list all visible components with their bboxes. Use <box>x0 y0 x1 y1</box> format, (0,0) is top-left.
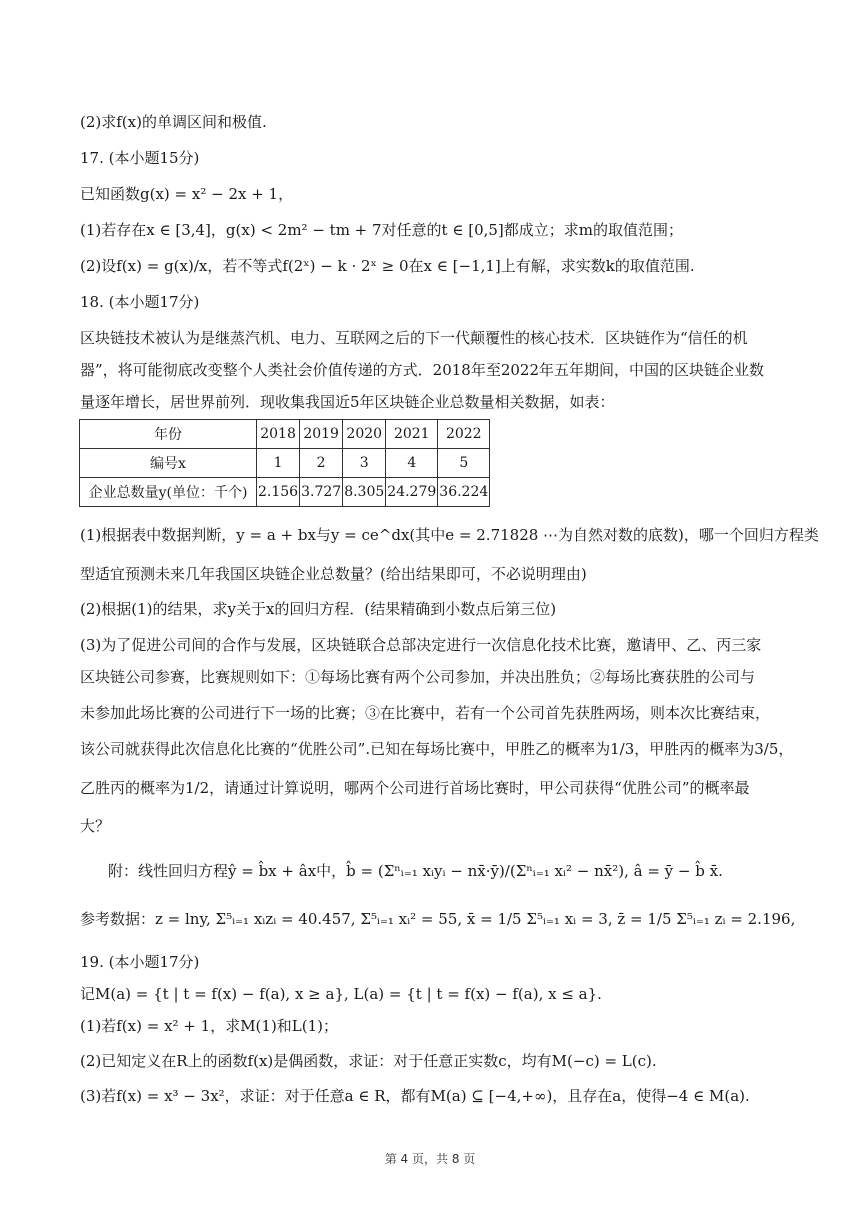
q18-part1-a: (1)根据表中数据判断，y = a + bx与y = ce^dx(其中e = 2.71828 ⋯为自然对数的底数)，哪一个回归方程类 <box>80 526 819 544</box>
table-cell: 2020 <box>343 420 386 449</box>
q18-part2: (2)根据(1)的结果，求y关于x的回归方程．(结果精确到小数点后第三位) <box>80 600 557 618</box>
table-cell: 2018 <box>257 420 300 449</box>
q16-part2: (2)求f(x)的单调区间和极值. <box>80 113 267 131</box>
table-row <box>80 420 490 449</box>
q19-part3: (3)若f(x) = x³ − 3x²，求证：对于任意a ∈ R，都有M(a) ⊆ [−4,+∞)，且存在a，使得−4 ∈ M(a). <box>80 1087 750 1105</box>
q19-part1: (1)若f(x) = x² + 1，求M(1)和L(1)； <box>80 1017 339 1035</box>
q18-text-1: 区块链技术被认为是继蒸汽机、电力、互联网之后的下一代颠覆性的核心技术．区块链作为“信任的机 <box>80 329 748 347</box>
q18-part3-a: (3)为了促进公司间的合作与发展，区块链联合总部决定进行一次信息化技术比赛，邀请甲、乙、丙三家 <box>80 636 762 654</box>
q17-heading: 17. (本小题15分) <box>80 149 200 167</box>
q17-given: 已知函数g(x) = x² − 2x + 1， <box>80 185 294 203</box>
q17-part2: (2)设f(x) = g(x)/x，若不等式f(2ˣ) − k · 2ˣ ≥ 0在x ∈ [−1,1]上有解，求实数k的取值范围. <box>80 257 695 275</box>
q18-text-2: 器”，将可能彻底改变整个人类社会价值传递的方式．2018年至2022年五年期间，中国的区块链企业数 <box>80 361 765 379</box>
table-cell: 年份 <box>80 420 257 449</box>
table-cell: 企业总数量y(单位：千个) <box>80 478 257 507</box>
table-cell: 24.279 <box>386 478 438 507</box>
q18-part3-d: 该公司就获得此次信息化比赛的“优胜公司”.已知在每场比赛中，甲胜乙的概率为1/3，甲胜丙的概率为3/5， <box>80 740 794 758</box>
table-cell: 3 <box>343 449 386 478</box>
table-cell: 2022 <box>438 420 490 449</box>
table-cell: 8.305 <box>343 478 386 507</box>
table-cell: 3.727 <box>300 478 343 507</box>
table-cell: 2021 <box>386 420 438 449</box>
q18-reference: 参考数据：z = lny, Σ⁵ᵢ₌₁ xᵢzᵢ = 40.457, Σ⁵ᵢ₌₁ xᵢ² = 55, x̄ = 1/5 Σ⁵ᵢ₌₁ xᵢ = 3, z̄ = 1/5 Σ⁵ᵢ₌₁ zᵢ = 2.196, <box>80 910 796 928</box>
table-cell: 编号x <box>80 449 257 478</box>
table-row <box>80 449 490 478</box>
table-cell: 2019 <box>300 420 343 449</box>
q18-part3-f: 大？ <box>80 817 111 835</box>
q18-text-3: 量逐年增长，居世界前列．现收集我国近5年区块链企业总数量相关数据，如表： <box>80 393 615 411</box>
q18-formula: 附：线性回归方程ŷ = b̂x + âx中，b̂ = (Σⁿᵢ₌₁ xᵢyᵢ − nx̄·ȳ)/(Σⁿᵢ₌₁ xᵢ² − nx̄²), â = ȳ − b̂ x̄. <box>108 862 723 880</box>
q18-part3-e: 乙胜丙的概率为1/2，请通过计算说明，哪两个公司进行首场比赛时，甲公司获得“优胜公司”的概率最 <box>80 779 750 797</box>
q18-part1-b: 型适宜预测未来几年我国区块链企业总数量？(给出结果即可，不必说明理由) <box>80 565 587 583</box>
table-cell: 36.224 <box>438 478 490 507</box>
table-cell: 4 <box>386 449 438 478</box>
page-footer: 第 4 页，共 8 页 <box>384 1152 476 1166</box>
q17-part1: (1)若存在x ∈ [3,4]，g(x) < 2m² − tm + 7对任意的t ∈ [0,5]都成立；求m的取值范围； <box>80 221 684 239</box>
q18-heading: 18. (本小题17分) <box>80 293 200 311</box>
q19-part2: (2)已知定义在R上的函数f(x)是偶函数，求证：对于任意正实数c，均有M(−c) = L(c). <box>80 1052 657 1070</box>
q18-part3-c: 未参加此场比赛的公司进行下一场的比赛；③在比赛中，若有一个公司首先获胜两场，则本次比赛结束， <box>80 704 771 722</box>
table-cell: 1 <box>257 449 300 478</box>
q18-part3-b: 区块链公司参赛，比赛规则如下：①每场比赛有两个公司参加，并决出胜负；②每场比赛获胜的公司与 <box>80 668 756 686</box>
table-cell: 5 <box>438 449 490 478</box>
table-row <box>80 478 490 507</box>
table-cell: 2 <box>300 449 343 478</box>
q19-definition: 记M(a) = {t | t = f(x) − f(a), x ≥ a}, L(a) = {t | t = f(x) − f(a), x ≤ a}. <box>80 985 602 1003</box>
q19-heading: 19. (本小题17分) <box>80 953 200 971</box>
table-cell: 2.156 <box>257 478 300 507</box>
data-table <box>79 419 490 507</box>
